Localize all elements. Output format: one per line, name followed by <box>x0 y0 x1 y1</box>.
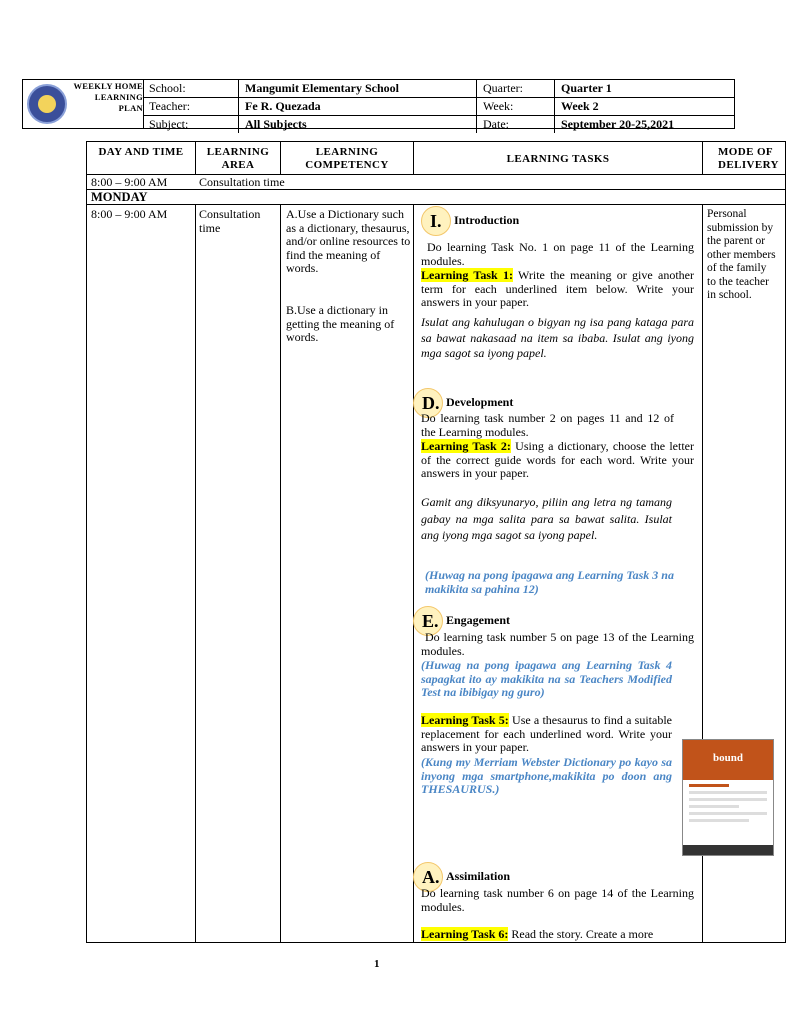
learning-task-2-label: Learning Task 2: <box>421 439 511 453</box>
page-number: 1 <box>374 958 380 970</box>
assim-learning-task <box>421 928 695 942</box>
intro-learning-task <box>421 269 694 310</box>
learning-task-6-label: Learning Task 6: <box>421 927 509 941</box>
col-header-learning-tasks: LEARNING TASKS <box>506 153 610 165</box>
day-label: MONDAY <box>91 190 148 204</box>
dev-learning-task <box>421 440 694 481</box>
main-time: 8:00 – 9:00 AM <box>91 207 168 221</box>
eng-letter-badge: E. <box>413 606 443 636</box>
eng-title: Engagement <box>446 612 510 627</box>
dictionary-app-screenshot <box>682 739 774 856</box>
learning-task-5-text: Use a thesaurus to find a suitable replacement for each underlined word. Write your answers in your paper. <box>421 713 672 754</box>
intro-instruction: Do learning Task No. 1 on page 11 of the Learning modules. <box>421 240 694 268</box>
consult-text: Consultation time <box>199 175 285 189</box>
teacher-label: Teacher: <box>143 98 239 116</box>
assim-title: Assimilation <box>446 868 511 883</box>
learning-task-2-text: Using a dictionary, choose the letter of the correct guide words for each word. Write your answers in your paper. <box>421 439 694 480</box>
col-divider <box>195 205 196 943</box>
dev-filipino: Gamit ang diksyunaryo, piliin ang letra ng tamang gabay na mga salita para sa bawat salita. Isulat ang iyong mga sagot sa iyong papel. <box>421 495 672 542</box>
eng-note-thesaurus: (Kung my Merriam Webster Dictionary po kayo sa inyong mga smartphone,makikita po doon ang THESAURUS.) <box>421 755 672 796</box>
eng-note: (Huwag na pong ipagawa ang Learning Task 4 sapagkat ito ay makikita na sa Teachers Modified Test na ibibigay ng guro) <box>421 658 672 699</box>
thumb-tabbar <box>683 845 773 855</box>
row-divider <box>86 174 786 175</box>
eng-learning-task <box>421 714 672 755</box>
main-area: Consultation time <box>199 207 261 235</box>
assim-letter-badge: A. <box>413 862 443 892</box>
teacher-value: Fe R. Quezada <box>239 98 477 116</box>
row-divider <box>86 204 786 205</box>
thumb-line <box>689 812 767 815</box>
competency-a: A.Use a Dictionary such as a dictionary, thesaurus, and/or online resources to find the meaning of words. <box>286 207 411 275</box>
date-value: September 20-25,2021 <box>561 117 675 131</box>
dev-letter-badge: D. <box>413 388 443 418</box>
col-header-day-time: DAY AND TIME <box>98 146 184 158</box>
week-label: Week: <box>477 98 555 116</box>
subject-value: All Subjects <box>239 116 477 133</box>
thumb-line <box>689 819 749 822</box>
deped-seal-icon <box>27 84 67 124</box>
learning-task-1-label: Learning Task 1: <box>421 268 513 282</box>
col-divider <box>413 205 414 943</box>
mode-of-delivery: Personal submission by the parent or other members of the family to the teacher in school. <box>707 208 776 301</box>
quarter-value: Quarter 1 <box>555 80 734 98</box>
row-divider <box>86 189 786 190</box>
thumb-line <box>689 784 729 787</box>
week-value: Week 2 <box>555 98 734 116</box>
subject-label: Subject: <box>143 116 239 133</box>
school-value: Mangumit Elementary School <box>239 80 477 98</box>
col-divider <box>195 141 196 175</box>
col-divider <box>413 141 414 175</box>
thumbnail-word: bound <box>683 740 773 780</box>
header-block <box>22 79 735 129</box>
assim-instruction: Do learning task number 6 on page 14 of the Learning modules. <box>421 886 694 914</box>
whlp-title: WEEKLY HOME LEARNING PLAN <box>73 81 143 113</box>
logo-area <box>23 80 144 128</box>
thumb-line <box>689 798 767 801</box>
col-divider <box>280 205 281 943</box>
dev-title: Development <box>446 394 514 409</box>
thumb-line <box>689 805 739 808</box>
dev-instruction: Do learning task number 2 on pages 11 and 12 of the Learning modules. <box>421 411 674 439</box>
date-label: Date: <box>477 116 555 133</box>
intro-filipino: Isulat ang kahulugan o bigyan ng isa pang kataga para sa bawat nakasaad na item sa ibaba. Isulat ang iyong mga sagot sa iyong papel. <box>421 315 694 360</box>
col-header-learning-competency: LEARNING COMPETENCY <box>305 146 389 171</box>
thumb-line <box>689 791 767 794</box>
intro-letter-badge: I. <box>421 206 451 236</box>
col-divider <box>702 141 703 175</box>
eng-instruction: Do learning task number 5 on page 13 of the Learning modules. <box>421 630 694 658</box>
school-label: School: <box>143 80 239 98</box>
competency-b: B.Use a dictionary in getting the meaning of words. <box>286 303 395 344</box>
section-introduction <box>421 206 695 236</box>
consult-time: 8:00 – 9:00 AM <box>91 175 168 189</box>
header-info-grid <box>143 80 734 131</box>
dev-note: (Huwag na pong ipagawa ang Learning Task 3 na makikita sa pahina 12) <box>425 568 674 596</box>
col-header-mode-delivery: MODE OF DELIVERY <box>718 146 779 171</box>
learning-task-6-text: Read the story. Create a more <box>508 927 654 941</box>
col-divider <box>280 141 281 175</box>
learning-task-1-text: Write the meaning or give another term for each underlined item below. Write your answers in your paper. <box>421 268 694 309</box>
col-header-learning-area: LEARNING AREA <box>206 146 270 171</box>
quarter-label: Quarter: <box>477 80 555 98</box>
intro-title: Introduction <box>454 212 520 227</box>
learning-task-5-label: Learning Task 5: <box>421 713 509 727</box>
